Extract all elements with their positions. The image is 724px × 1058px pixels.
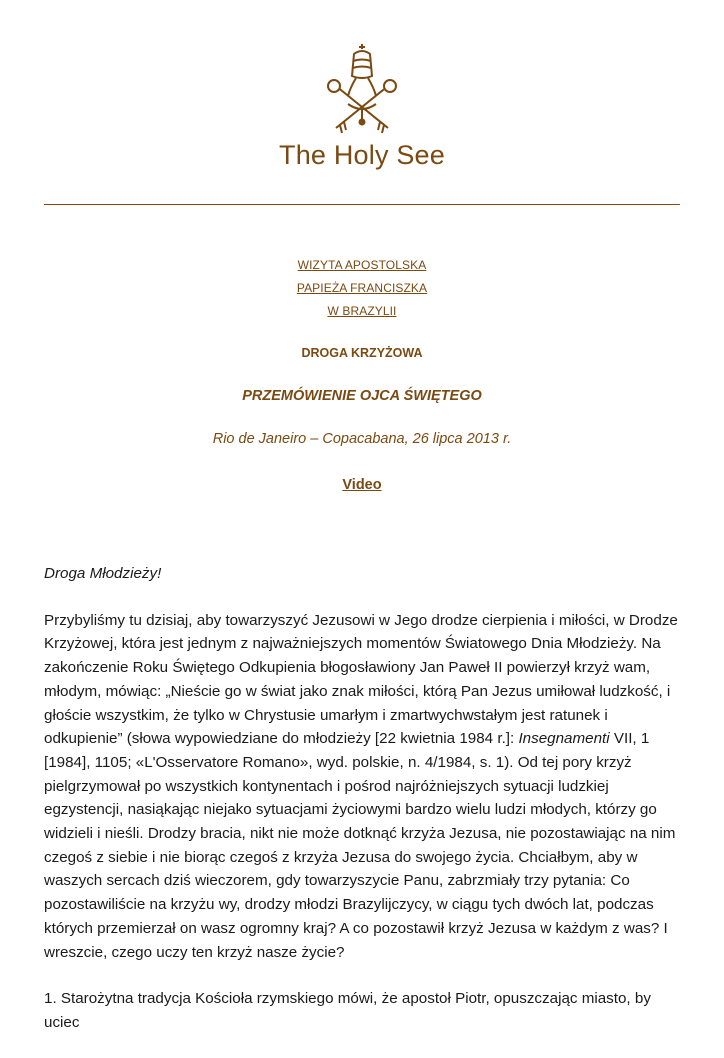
greeting: Droga Młodzieży!: [44, 565, 162, 582]
papal-crest-icon: [318, 42, 406, 134]
visit-link-line-2[interactable]: PAPIEŻA FRANCISZKA: [296, 281, 428, 295]
section-title: DROGA KRZYŻOWA: [301, 346, 423, 360]
paragraph-1: 1. Starożytna tradycja Kościoła rzymskiego mówi, że apostoł Piotr, opuszczając miasto, by uciec: [44, 990, 651, 1031]
insegnamenti-title: Insegnamenti: [518, 730, 610, 748]
video-link[interactable]: Video: [342, 477, 382, 493]
visit-link-line-3[interactable]: W BRAZYLII: [327, 304, 397, 318]
visit-link-line-1[interactable]: WIZYTA APOSTOLSKA: [297, 258, 427, 272]
place-date: Rio de Janeiro – Copacabana, 26 lipca 2013 r.: [212, 431, 512, 447]
site-title[interactable]: The Holy See: [279, 140, 445, 170]
paragraph-intro: Przybyliśmy tu dzisiaj, aby towarzyszyć Jezusowi w Jego drodze cierpienia i miłości, w Drodze Krzyżowej, która jest jednym z najważniejszych momentów Światowego Dnia Młodzieży. Na zakończenie Roku Świętego Odkupienia błogosławiony Jan Paweł II powierzył krzyż wam, młodym, mówiąc: „Nieście go w świat jako znak miłości, którą Pan Jezus umiłował ludzkość, i głoście wszystkim, że tylko w Chrystusie umarłym i zmartwychwstałym jest ratunek i odkupienie” (słowa wypowiedziane do młodzieży [22 kwietnia 1984 r.]: Insegnamenti VII, 1 [1984], 1105; «L'Osservatore Romano», wyd. polskie, n. 4/1984, s. 1). Od tej pory krzyż pielgrzymował po wszystkich kontynentach i pośrod najróżniejszych sytuacji ludzkiej egzystencji, nasiąkając niejako sytuacjami życiowymi bardzo wielu ludzi młodych, którzy go widzieli i nieśli. Drodzy bracia, nikt nie może dotknąć krzyża Jezusa, nie pozostawiając na nim czegoś z siebie i nie biorąc czegoś z krzyża Jezusa do swojego życia. Chciałbym, aby w waszych sercach dziś wieczorem, gdy towarzyszycie Panu, zabrzmiały trzy pytania: Co pozostawiliście na krzyżu wy, drodzy młodzi Brazylijczycy, w ciągu tych dwóch lat, podczas których przemierzał on wasz ogromny kraj? A co pozostawił krzyż Jezusa w każdym z was? I wreszcie, czego uczy ten krzyż nasze życie?: [44, 611, 678, 961]
header-divider: [44, 204, 680, 205]
document-heading: PRZEMÓWIENIE OJCA ŚWIĘTEGO: [242, 388, 482, 404]
document-body: [44, 562, 684, 1058]
